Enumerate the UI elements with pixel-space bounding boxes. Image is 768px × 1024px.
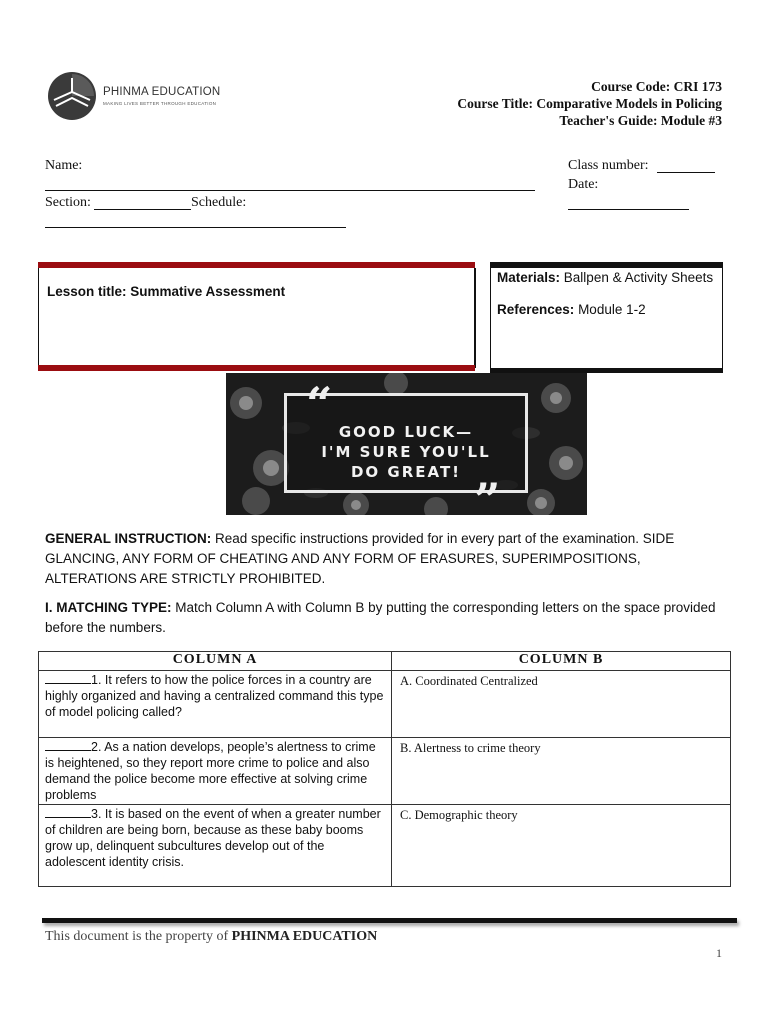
matching-instruction: [45, 598, 725, 638]
materials: [497, 270, 716, 286]
references-value: Module 1-2: [578, 302, 646, 317]
footer-text: [45, 929, 377, 945]
materials-value: Ballpen & Activity Sheets: [563, 270, 714, 285]
footer-owner: PHINMA EDUCATION: [231, 929, 378, 944]
matching-label: I. MATCHING TYPE:: [45, 600, 172, 615]
open-quote-icon: “: [306, 377, 333, 431]
red-rule-bottom: [38, 365, 475, 371]
table-row: [39, 805, 731, 887]
item-text: 2. As a nation develops, people’s alertness to crime is heightened, so they report more crime to police and also demand the police become more effective at solving crime problems: [45, 740, 376, 802]
schedule-label: Schedule:: [191, 195, 247, 210]
banner-line-3: DO GREAT!: [350, 463, 462, 481]
name-field[interactable]: [45, 190, 535, 191]
matching-text: Match Column A with Column B by putting the corresponding letters on the space provided before the numbers.: [45, 600, 716, 635]
lesson-title: [47, 284, 285, 299]
references-label: References:: [497, 302, 575, 317]
column-b-cell: B. Alertness to crime theory: [392, 738, 731, 805]
lesson-title-value: Summative Assessment: [130, 284, 286, 299]
materials-label: Materials:: [497, 270, 561, 285]
column-b-cell: C. Demographic theory: [392, 805, 731, 887]
phinma-logo: [46, 70, 221, 122]
good-luck-banner: [226, 373, 587, 515]
table-row: [39, 671, 731, 738]
date-field[interactable]: [568, 209, 689, 210]
phinma-emblem-icon: [46, 70, 98, 122]
schedule-field[interactable]: [45, 227, 346, 228]
answer-blank[interactable]: [45, 806, 91, 818]
banner-line-1: GOOD LUCK—: [338, 423, 474, 441]
page-number: 1: [716, 946, 722, 960]
column-a-cell: [39, 805, 392, 887]
column-b-cell: A. Coordinated Centralized: [392, 671, 731, 738]
footer-rule: [42, 918, 737, 923]
course-code: Course Code: CRI 173: [591, 79, 722, 94]
lesson-title-label: Lesson title:: [47, 284, 127, 299]
column-a-header: COLUMN A: [39, 652, 392, 671]
red-rule-top: [38, 262, 475, 268]
item-text: 3. It is based on the event of when a greater number of children are being born, because as these baby booms grow up, delinquent subcultures develop out of the adolescent identity crisis.: [45, 807, 381, 869]
answer-blank[interactable]: [45, 672, 91, 684]
lesson-title-box: [38, 262, 475, 371]
close-quote-icon: ”: [474, 473, 501, 515]
general-instruction: [45, 529, 725, 589]
column-a-cell: [39, 738, 392, 805]
table-header-row: [39, 652, 731, 671]
item-text: 1. It refers to how the police forces in a country are highly organized and having a centralized command this type of model policing called?: [45, 673, 384, 719]
logo-brand-text: PHINMA EDUCATION: [103, 86, 221, 98]
matching-table: [38, 651, 731, 887]
class-number-label: Class number:: [568, 158, 649, 173]
table-row: [39, 738, 731, 805]
answer-blank[interactable]: [45, 739, 91, 751]
column-a-cell: [39, 671, 392, 738]
section-field[interactable]: [94, 209, 191, 210]
section-label: Section:: [45, 195, 91, 210]
general-instruction-label: GENERAL INSTRUCTION:: [45, 531, 212, 546]
general-instruction-text: Read specific instructions provided for in every part of the examination. SIDE GLANCING, ANY FORM OF CHEATING AND ANY FORM OF ERASURES, SUPERIMPOSITIONS, ALTERATIONS ARE STRICTLY PROHIBITED.: [45, 531, 675, 586]
logo-tagline: MAKING LIVES BETTER THROUGH EDUCATION: [103, 101, 217, 106]
name-label: Name:: [45, 158, 83, 173]
teachers-guide: Teacher's Guide: Module #3: [559, 113, 722, 128]
date-label: Date:: [568, 177, 599, 192]
materials-box: [490, 262, 723, 369]
course-info: [457, 78, 722, 129]
box-divider: [475, 268, 476, 368]
class-number-field[interactable]: [657, 172, 715, 173]
course-title: Course Title: Comparative Models in Policing: [457, 96, 722, 111]
footer-prefix: This document is the property of: [45, 929, 229, 944]
column-b-header: COLUMN B: [392, 652, 731, 671]
references: [497, 302, 716, 318]
banner-line-2: I'M SURE YOU'LL: [321, 443, 491, 461]
